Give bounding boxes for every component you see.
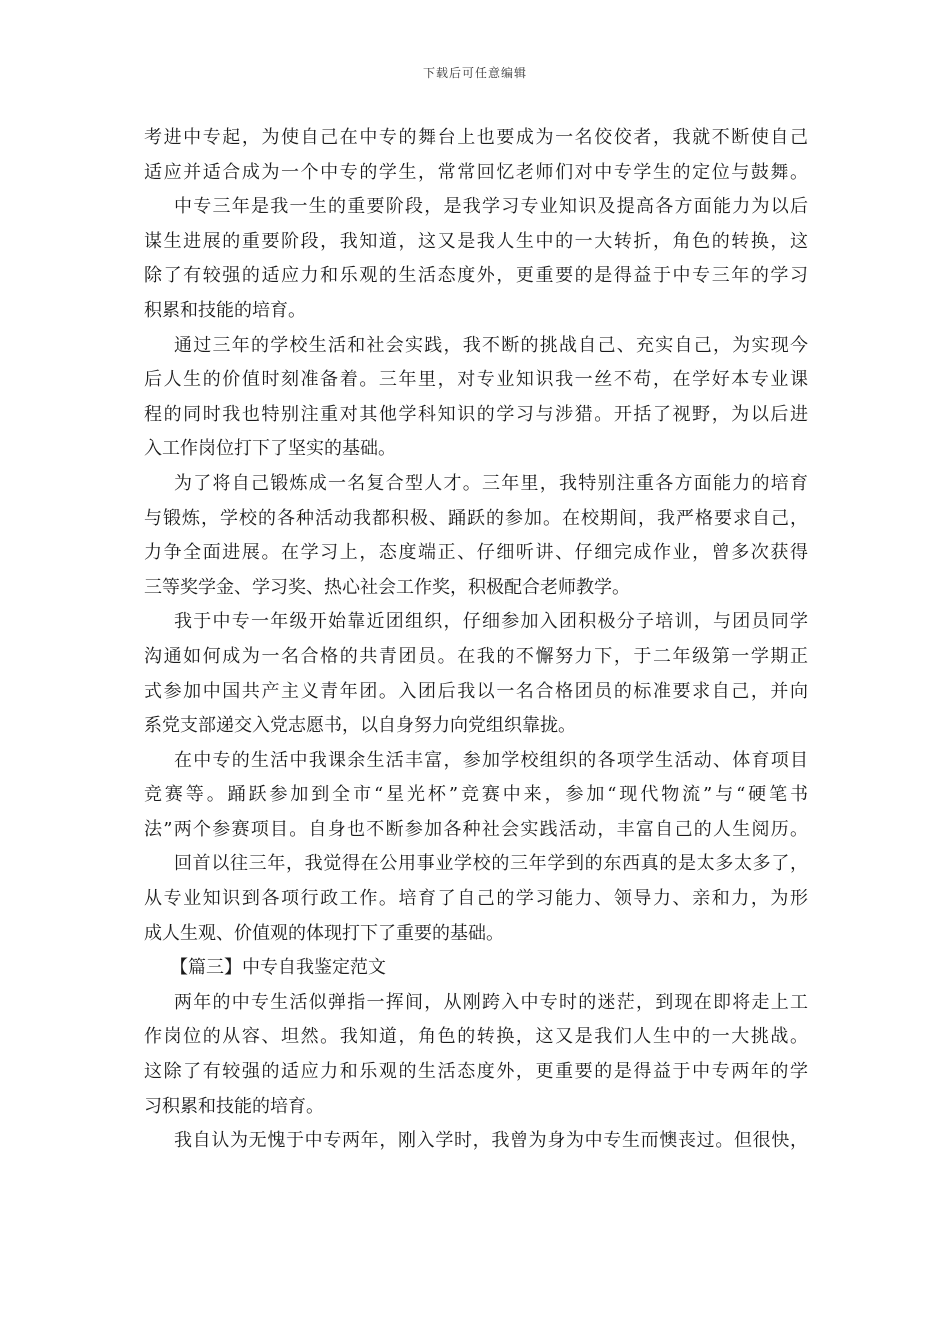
paragraph-start-line: 为了将自己锻炼成一名复合型人才。三年里，我特别注重各方面能力的培育 [174, 472, 808, 494]
document-body [144, 121, 808, 1159]
section-heading: 【篇三】中专自我鉴定范文 [170, 957, 386, 979]
text-line: 入工作岗位打下了坚实的基础。 [144, 438, 396, 460]
text-line: 法”两个参赛项目。自身也不断参加各种社会实践活动，丰富自己的人生阅历。 [144, 818, 808, 840]
paragraph-start-line: 我于中专一年级开始靠近团组织，仔细参加入团积极分子培训，与团员同学 [174, 611, 808, 633]
text-line: 三等奖学金、学习奖、热心社会工作奖，积极配合老师教学。 [144, 576, 630, 598]
paragraph-start-line: 通过三年的学校生活和社会实践，我不断的挑战自己、充实自己，为实现今 [174, 334, 808, 356]
text-line: 程的同时我也特别注重对其他学科知识的学习与涉猎。开括了视野，为以后进 [144, 403, 808, 425]
page-header: 下载后可任意编辑 [422, 66, 527, 80]
text-line: 除了有较强的适应力和乐观的生活态度外，更重要的是得益于中专三年的学习 [144, 265, 808, 287]
text-line: 竞赛等。踊跃参加到全市“星光杯”竞赛中来，参加“现代物流”与“硬笔书 [144, 784, 808, 806]
text-line: 从专业知识到各项行政工作。培育了自己的学习能力、领导力、亲和力，为形 [144, 888, 808, 910]
text-line: 适应并适合成为一个中专的学生，常常回忆老师们对中专学生的定位与鼓舞。 [144, 161, 808, 183]
paragraph-start-line: 中专三年是我一生的重要阶段，是我学习专业知识及提高各方面能力为以后 [174, 196, 808, 218]
text-line: 系党支部递交入党志愿书，以自身努力向党组织靠拢。 [144, 715, 576, 737]
paragraph-start-line: 两年的中专生活似弹指一挥间，从刚跨入中专时的迷茫，到现在即将走上工 [174, 991, 808, 1013]
text-line: 这除了有较强的适应力和乐观的生活态度外，更重要的是得益于中专两年的学 [144, 1061, 808, 1083]
paragraph-start-line: 我自认为无愧于中专两年，刚入学时，我曾为身为中专生而懊丧过。但很快， [174, 1130, 808, 1152]
text-line: 力争全面进展。在学习上，态度端正、仔细听讲、仔细完成作业，曾多次获得 [144, 542, 808, 564]
paragraph-start-line: 在中专的生活中我课余生活丰富，参加学校组织的各项学生活动、体育项目 [174, 749, 808, 771]
text-line: 积累和技能的培育。 [144, 299, 306, 321]
text-line: 考进中专起，为使自己在中专的舞台上也要成为一名佼佼者，我就不断使自己 [144, 127, 808, 148]
text-line: 式参加中国共产主义青年团。入团后我以一名合格团员的标准要求自己，并向 [144, 680, 808, 702]
text-line: 沟通如何成为一名合格的共青团员。在我的不懈努力下，于二年级第一学期正 [144, 645, 808, 667]
text-line: 后人生的价值时刻准备着。三年里，对专业知识我一丝不苟，在学好本专业课 [144, 369, 808, 391]
text-line: 习积累和技能的培育。 [144, 1095, 324, 1117]
paragraph-start-line: 回首以往三年，我觉得在公用事业学校的三年学到的东西真的是太多太多了， [174, 853, 808, 875]
text-line: 谋生进展的重要阶段，我知道，这又是我人生中的一大转折，角色的转换，这 [144, 230, 808, 252]
text-line: 与锻炼，学校的各种活动我都积极、踊跃的参加。在校期间，我严格要求自己， [144, 507, 808, 529]
text-line: 作岗位的从容、坦然。我知道，角色的转换，这又是我们人生中的一大挑战。 [144, 1026, 808, 1048]
text-line: 成人生观、价值观的体现打下了重要的基础。 [144, 922, 504, 944]
